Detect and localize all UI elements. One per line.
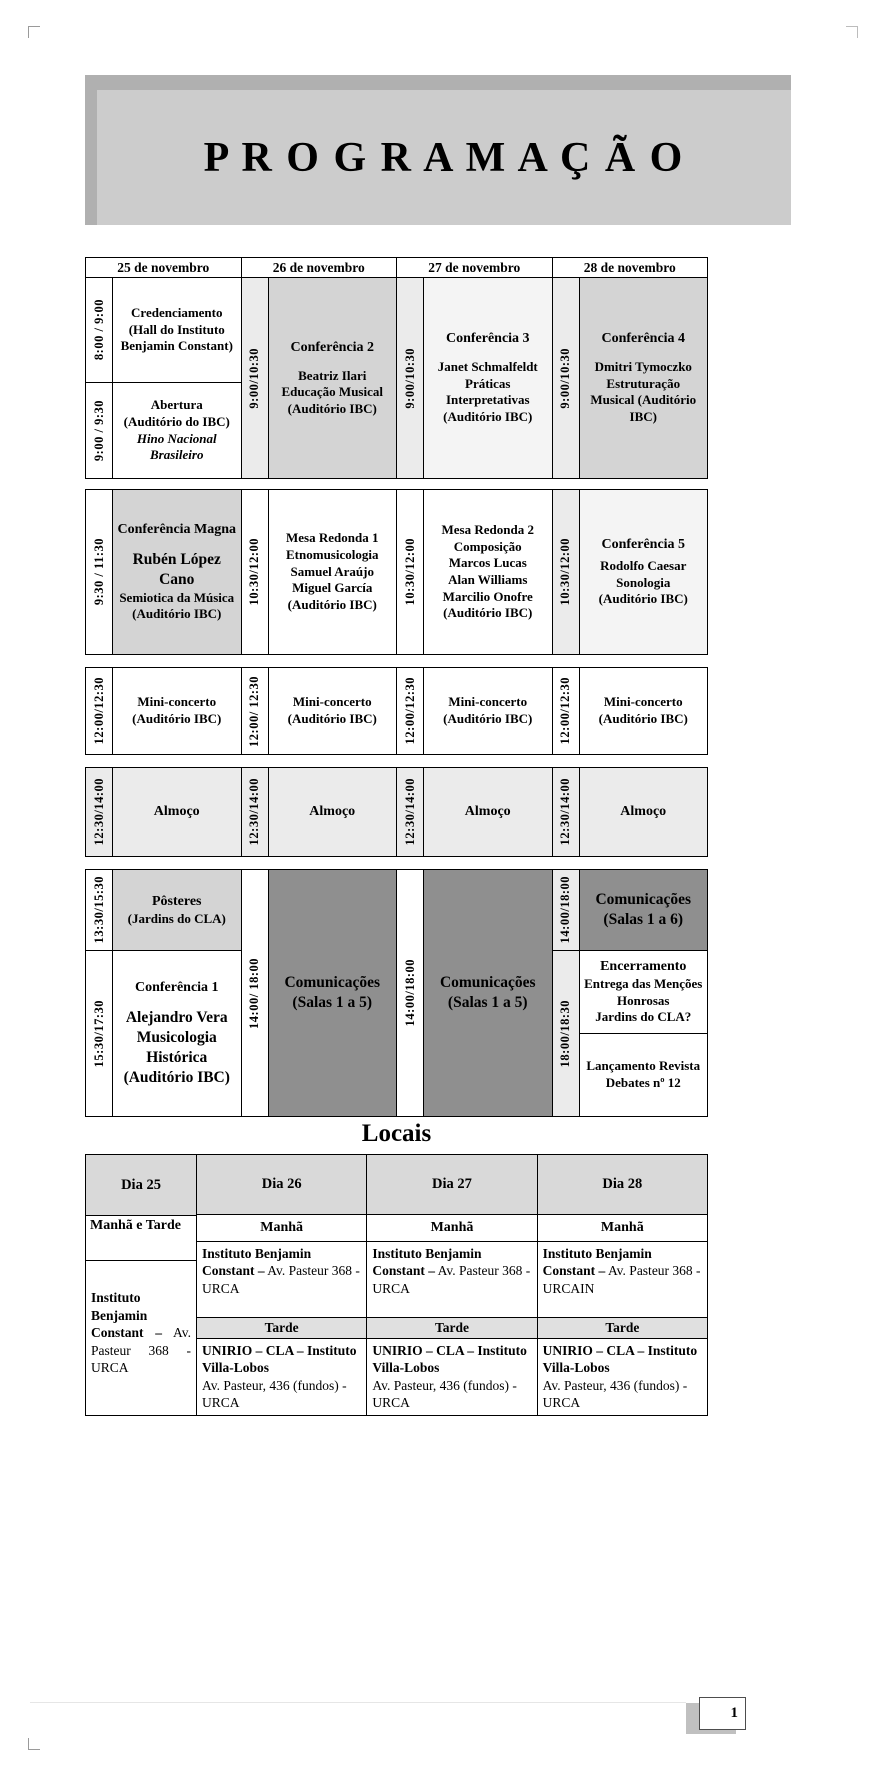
d27-r2-time — [396, 489, 424, 655]
d26-miniconcerto — [241, 667, 398, 755]
event-line: Pôsteres — [152, 893, 202, 909]
event-line: (Auditório IBC) — [287, 596, 377, 612]
event-line: (Hall do Instituto Benjamin Constant) — [120, 321, 233, 354]
locais-header-dia25: Dia 25 — [85, 1154, 197, 1216]
d26-r1-time — [241, 277, 269, 479]
event-line: Almoço — [464, 804, 511, 820]
d27-r2-event — [423, 489, 553, 655]
event-line: Abertura — [150, 397, 203, 413]
page-number: 1 — [730, 1705, 738, 1721]
locais-header-dia26: Dia 26 — [196, 1154, 367, 1215]
locais-venue1-dia26 — [196, 1241, 367, 1318]
d26-almoco — [241, 767, 398, 857]
time-label: 12:00/12:30 — [91, 677, 106, 745]
d25-r4-event — [112, 767, 242, 857]
d28-morning — [552, 277, 709, 479]
locais-tarde-dia28: Tarde — [537, 1317, 708, 1339]
locais-morning-dia26: Manhã — [196, 1214, 367, 1242]
locais-heading: Locais — [361, 1120, 432, 1147]
locais-venue2-dia28 — [537, 1338, 708, 1416]
page-title: P R O G R A M A Ç Ã O — [203, 134, 685, 181]
event-line: Comunicações — [284, 974, 381, 992]
venue-address: Av. Pasteur 368 - URCAIN — [542, 1263, 701, 1297]
d27-r4-event — [423, 767, 553, 857]
event-line: Rodolfo Caesar — [600, 558, 687, 574]
event-line: Conferência 3 — [445, 331, 530, 347]
venue-address: Av. Pasteur 368 - URCA — [372, 1263, 531, 1297]
schedule-band-afternoon — [85, 869, 708, 1117]
event-line: (Auditório IBC) — [598, 711, 688, 726]
event-line: Conferência 5 — [601, 537, 686, 553]
venue-name: Instituto Benjamin Constant – — [542, 1245, 652, 1279]
time-label: 12:30/14:00 — [558, 778, 572, 846]
d28-r1-time — [552, 277, 580, 479]
d28-r4-event — [579, 767, 709, 857]
day-header-28: 28 de novembro — [552, 257, 709, 278]
locais-col-dia26 — [196, 1154, 367, 1416]
d25-r3-event — [112, 667, 242, 755]
event-line: Mesa Redonda 2 — [441, 522, 534, 538]
d28-r3-event — [579, 667, 709, 755]
locais-tarde-dia26: Tarde — [196, 1317, 367, 1339]
time-label: 14:00/18:00 — [558, 876, 572, 944]
time-label: 10:30/12:00 — [247, 538, 261, 606]
d27-r3-time — [396, 667, 424, 755]
locais-col-dia25 — [85, 1154, 197, 1416]
venue-name: Instituto Benjamin Constant – — [372, 1245, 482, 1279]
d25-r1a-time — [85, 277, 113, 383]
venue-address: Av. Pasteur 368 - URCA — [202, 1263, 360, 1297]
time-label: 12:00/12:30 — [558, 677, 572, 745]
d27-miniconcerto — [396, 667, 553, 755]
title-banner — [85, 75, 791, 225]
event-line: Mesa Redonda 1 — [286, 530, 379, 546]
text-boundary-mark — [28, 1738, 40, 1750]
footer-rule — [30, 1702, 686, 1703]
d25-r2-time — [85, 489, 113, 655]
event-line: Dmitri Tymoczko Estruturação Musical (Auditório IBC) — [590, 359, 697, 425]
day-header-row — [85, 257, 708, 278]
venue-name: UNIRIO – CLA – Instituto Villa-Lobos — [542, 1342, 698, 1376]
d26-r2-event — [268, 489, 398, 655]
event-line: (Auditório do IBC) — [123, 413, 230, 429]
day-header-26: 26 de novembro — [241, 257, 398, 278]
d28-r2-time — [552, 489, 580, 655]
event-line: (Auditório IBC) — [443, 711, 533, 726]
event-line: (Auditório IBC) — [443, 605, 533, 621]
d28-r5a-event — [579, 869, 709, 951]
locais-morning-dia28: Manhã — [537, 1214, 708, 1242]
event-line: Encerramento — [600, 959, 687, 975]
time-label: 18:00/18:30 — [558, 999, 572, 1068]
time-label: 9:00 / 9:30 — [91, 399, 106, 462]
time-label: 9:00/10:30 — [402, 347, 417, 409]
venue-address: Av. Pasteur 368 - URCA — [91, 1325, 191, 1376]
d25-r5a-event — [112, 869, 242, 951]
d26-morning — [241, 277, 398, 479]
d28-r1-event — [579, 277, 709, 479]
d28-r5b-time — [552, 950, 580, 1117]
event-line: (Salas 1 a 6) — [603, 911, 684, 928]
event-line: Lançamento Revista Debates nº 12 — [586, 1058, 701, 1090]
time-label: 12:30/14:00 — [402, 778, 417, 846]
time-label: 12:30/14:00 — [91, 778, 106, 846]
page-number-box — [699, 1697, 746, 1730]
event-line: (Auditório IBC) — [132, 711, 222, 726]
d25-r1a-event — [112, 277, 242, 383]
d27-latemorning — [396, 489, 553, 655]
locais-tarde-dia27: Tarde — [366, 1317, 537, 1339]
locais-venue2-dia27 — [366, 1338, 537, 1416]
d28-r5b-event — [579, 950, 709, 1034]
event-line: Comunicações — [595, 891, 692, 909]
venue-address: Av. Pasteur, 436 (fundos) - URCA — [202, 1377, 347, 1411]
event-line: (Auditório IBC) — [598, 591, 688, 607]
time-label: 15:30/17:30 — [91, 999, 106, 1068]
schedule-band-miniconcerto — [85, 667, 708, 755]
event-line: Hino Nacional Brasileiro — [136, 430, 217, 463]
d25-r4-time — [85, 767, 113, 857]
event-line: Miguel García — [292, 580, 373, 596]
time-label: 12:00/ 12:30 — [247, 675, 261, 747]
d28-r4-time — [552, 767, 580, 857]
event-line: Jardins do CLA? — [595, 1009, 692, 1025]
d25-afternoon — [85, 869, 242, 1117]
event-line: Entrega das Menções Honrosas — [584, 976, 703, 1008]
d28-miniconcerto — [552, 667, 709, 755]
time-label: 9:30 / 11:30 — [91, 538, 106, 606]
event-line: (Auditório IBC) — [287, 711, 377, 726]
d25-morning — [85, 277, 242, 479]
event-line: Composição — [453, 538, 522, 554]
event-line: Conferência Magna — [117, 522, 237, 538]
event-line: Almoço — [153, 804, 200, 820]
time-label: 12:00/12:30 — [402, 677, 417, 745]
event-line: Semiotica da Música — [119, 589, 235, 605]
event-line: (Salas 1 a 5) — [447, 994, 528, 1011]
event-line: Beatriz Ilari Educação Musical (Auditório IBC) — [281, 367, 383, 416]
locais-table — [85, 1154, 708, 1416]
d28-afternoon — [552, 869, 709, 1117]
event-line: Almoço — [309, 804, 356, 820]
event-line: (Salas 1 a 5) — [292, 994, 373, 1011]
venue-name: UNIRIO – CLA – Instituto Villa-Lobos — [202, 1342, 357, 1376]
event-line: Janet Schmalfeldt Práticas Interpretativas (Auditório IBC) — [437, 359, 538, 425]
venue-address: Av. Pasteur, 436 (fundos) - URCA — [372, 1377, 517, 1411]
time-label: 8:00 / 9:00 — [91, 299, 106, 361]
event-line: Samuel Araújo — [290, 563, 374, 579]
venue-address: Av. Pasteur, 436 (fundos) - URCA — [542, 1377, 688, 1411]
event-line: (Auditório IBC) — [132, 606, 222, 622]
event-line: Conferência 2 — [290, 339, 375, 355]
d26-r3-event — [268, 667, 398, 755]
event-line: Rubén López Cano — [132, 551, 221, 588]
time-label: 10:30/12:00 — [558, 538, 572, 606]
venue-name: UNIRIO – CLA – Instituto Villa-Lobos — [372, 1342, 527, 1376]
d25-r5b-event — [112, 950, 242, 1117]
d26-r4-time — [241, 767, 269, 857]
text-boundary-mark — [846, 26, 858, 38]
event-line: Mini-concerto — [603, 694, 683, 710]
d25-r5b-time — [85, 950, 113, 1117]
event-line: Almoço — [620, 804, 667, 820]
d25-latemorning — [85, 489, 242, 655]
locais-col-dia28 — [537, 1154, 708, 1416]
event-line: Marcos Lucas — [448, 555, 527, 571]
locais-col-dia27 — [366, 1154, 537, 1416]
day-header-25: 25 de novembro — [85, 257, 242, 278]
event-line: (Jardins do CLA) — [127, 910, 226, 926]
d28-r5a-time — [552, 869, 580, 951]
event-line: Mini-concerto — [137, 694, 217, 710]
d26-afternoon — [241, 869, 398, 1117]
d27-r1-event — [423, 277, 553, 479]
d28-almoco — [552, 767, 709, 857]
text-boundary-mark — [28, 26, 40, 38]
locais-venue-dia25 — [85, 1260, 197, 1416]
schedule-band-latemorning — [85, 489, 708, 655]
time-label: 13:30/15:30 — [91, 876, 106, 944]
locais-venue1-dia27 — [366, 1241, 537, 1318]
event-line: Alejandro Vera Musicologia Histórica (Auditório IBC) — [123, 1009, 230, 1086]
event-line: Etnomusicologia — [286, 547, 379, 563]
event-line: Sonologia — [616, 574, 671, 590]
time-label: 12:30/14:00 — [247, 778, 261, 846]
d28-r2-event — [579, 489, 709, 655]
venue-name: Instituto Benjamin Constant – — [202, 1245, 312, 1279]
time-label: 10:30/12:00 — [402, 538, 417, 606]
d25-almoco — [85, 767, 242, 857]
d25-r5a-time — [85, 869, 113, 951]
d25-r2-event — [112, 489, 242, 655]
venue-name: Instituto Benjamin Constant – — [91, 1290, 162, 1341]
event-line: Comunicações — [439, 974, 536, 992]
d28-r3-time — [552, 667, 580, 755]
d27-morning — [396, 277, 553, 479]
locais-venue2-dia26 — [196, 1338, 367, 1416]
event-line: Mini-concerto — [292, 694, 372, 710]
locais-header-dia27: Dia 27 — [366, 1154, 537, 1215]
time-label: 9:00/10:30 — [558, 347, 572, 409]
time-label: 14:00/18:00 — [402, 959, 417, 1027]
title-banner-inner — [97, 90, 791, 225]
d26-latemorning — [241, 489, 398, 655]
event-line: Mini-concerto — [448, 694, 528, 710]
event-line: Marcilio Onofre — [442, 588, 533, 604]
locais-venue1-dia28 — [537, 1241, 708, 1318]
schedule-band-morning — [85, 277, 708, 479]
event-line: Credenciamento — [131, 305, 223, 321]
d27-r4-time — [396, 767, 424, 857]
time-label: 14:00/ 18:00 — [247, 957, 261, 1029]
event-line: Conferência 1 — [134, 980, 219, 996]
d26-r3-time — [241, 667, 269, 755]
d27-almoco — [396, 767, 553, 857]
time-label: 9:00/10:30 — [247, 347, 261, 409]
event-line: Alan Williams — [448, 572, 528, 587]
schedule-band-almoco — [85, 767, 708, 857]
d26-r4-event — [268, 767, 398, 857]
locais-period-dia25: Manhã e Tarde — [85, 1215, 197, 1261]
locais-header-dia28: Dia 28 — [537, 1154, 708, 1215]
d27-r3-event — [423, 667, 553, 755]
locais-morning-dia27: Manhã — [366, 1214, 537, 1242]
d27-afternoon — [396, 869, 553, 1117]
d26-r1-event — [268, 277, 398, 479]
d26-r5-event — [268, 869, 398, 1117]
day-header-27: 27 de novembro — [396, 257, 553, 278]
event-line: Conferência 4 — [601, 331, 686, 347]
d26-r2-time — [241, 489, 269, 655]
d28-r5c-event — [579, 1033, 709, 1117]
d25-miniconcerto — [85, 667, 242, 755]
d27-r5-event — [423, 869, 553, 1117]
d25-r1b-event — [112, 382, 242, 479]
d25-r3-time — [85, 667, 113, 755]
schedule-table — [85, 257, 708, 1117]
d28-latemorning — [552, 489, 709, 655]
d26-r5-time — [241, 869, 269, 1117]
d27-r5-time — [396, 869, 424, 1117]
d25-r1b-time — [85, 382, 113, 479]
d27-r1-time — [396, 277, 424, 479]
